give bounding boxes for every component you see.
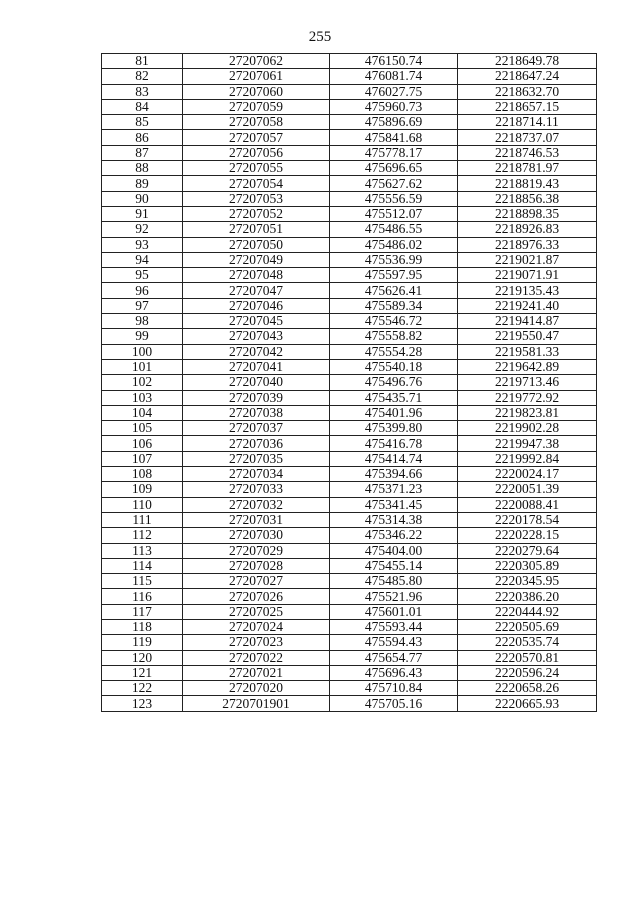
table-row bbox=[102, 436, 597, 451]
table-row bbox=[102, 161, 597, 176]
y-coordinate-cell: 2219021.87 bbox=[458, 252, 597, 267]
row-number-cell: 109 bbox=[102, 482, 183, 497]
y-coordinate-cell: 2219414.87 bbox=[458, 314, 597, 329]
x-coordinate-cell: 475558.82 bbox=[330, 329, 458, 344]
x-coordinate-cell: 475601.01 bbox=[330, 604, 458, 619]
x-coordinate-cell: 476081.74 bbox=[330, 69, 458, 84]
point-id-cell: 27207031 bbox=[183, 512, 330, 527]
x-coordinate-cell: 475696.65 bbox=[330, 161, 458, 176]
x-coordinate-cell: 475705.16 bbox=[330, 696, 458, 711]
table-row bbox=[102, 635, 597, 650]
point-id-cell: 27207049 bbox=[183, 252, 330, 267]
row-number-cell: 108 bbox=[102, 467, 183, 482]
point-id-cell: 27207033 bbox=[183, 482, 330, 497]
point-id-cell: 27207050 bbox=[183, 237, 330, 252]
point-id-cell: 27207061 bbox=[183, 69, 330, 84]
y-coordinate-cell: 2219992.84 bbox=[458, 451, 597, 466]
row-number-cell: 101 bbox=[102, 359, 183, 374]
row-number-cell: 106 bbox=[102, 436, 183, 451]
y-coordinate-cell: 2219902.28 bbox=[458, 421, 597, 436]
row-number-cell: 98 bbox=[102, 314, 183, 329]
table-row bbox=[102, 314, 597, 329]
table-row bbox=[102, 176, 597, 191]
point-id-cell: 27207057 bbox=[183, 130, 330, 145]
point-id-cell: 27207023 bbox=[183, 635, 330, 650]
x-coordinate-cell: 475593.44 bbox=[330, 619, 458, 634]
row-number-cell: 105 bbox=[102, 421, 183, 436]
x-coordinate-cell: 476027.75 bbox=[330, 84, 458, 99]
x-coordinate-cell: 475399.80 bbox=[330, 421, 458, 436]
point-id-cell: 27207035 bbox=[183, 451, 330, 466]
row-number-cell: 88 bbox=[102, 161, 183, 176]
table-row bbox=[102, 298, 597, 313]
row-number-cell: 100 bbox=[102, 344, 183, 359]
table-row bbox=[102, 99, 597, 114]
point-id-cell: 27207060 bbox=[183, 84, 330, 99]
table-row bbox=[102, 574, 597, 589]
row-number-cell: 122 bbox=[102, 681, 183, 696]
y-coordinate-cell: 2220305.89 bbox=[458, 558, 597, 573]
y-coordinate-cell: 2219550.47 bbox=[458, 329, 597, 344]
table-row bbox=[102, 665, 597, 680]
point-id-cell: 27207021 bbox=[183, 665, 330, 680]
point-id-cell: 27207032 bbox=[183, 497, 330, 512]
table-row bbox=[102, 390, 597, 405]
x-coordinate-cell: 475841.68 bbox=[330, 130, 458, 145]
row-number-cell: 114 bbox=[102, 558, 183, 573]
row-number-cell: 117 bbox=[102, 604, 183, 619]
point-id-cell: 2720701901 bbox=[183, 696, 330, 711]
x-coordinate-cell: 475346.22 bbox=[330, 528, 458, 543]
point-id-cell: 27207036 bbox=[183, 436, 330, 451]
row-number-cell: 81 bbox=[102, 54, 183, 69]
point-id-cell: 27207040 bbox=[183, 375, 330, 390]
point-id-cell: 27207020 bbox=[183, 681, 330, 696]
x-coordinate-cell: 475597.95 bbox=[330, 268, 458, 283]
row-number-cell: 90 bbox=[102, 191, 183, 206]
point-id-cell: 27207058 bbox=[183, 115, 330, 130]
y-coordinate-cell: 2220444.92 bbox=[458, 604, 597, 619]
table-row bbox=[102, 130, 597, 145]
y-coordinate-cell: 2219947.38 bbox=[458, 436, 597, 451]
table-row bbox=[102, 696, 597, 711]
point-id-cell: 27207052 bbox=[183, 206, 330, 221]
x-coordinate-cell: 475521.96 bbox=[330, 589, 458, 604]
point-id-cell: 27207043 bbox=[183, 329, 330, 344]
x-coordinate-cell: 475455.14 bbox=[330, 558, 458, 573]
point-id-cell: 27207059 bbox=[183, 99, 330, 114]
y-coordinate-cell: 2218781.97 bbox=[458, 161, 597, 176]
x-coordinate-cell: 475486.55 bbox=[330, 222, 458, 237]
row-number-cell: 92 bbox=[102, 222, 183, 237]
row-number-cell: 83 bbox=[102, 84, 183, 99]
point-id-cell: 27207022 bbox=[183, 650, 330, 665]
page-number: 255 bbox=[308, 29, 332, 45]
x-coordinate-cell: 475496.76 bbox=[330, 375, 458, 390]
coordinates-table bbox=[101, 53, 597, 712]
row-number-cell: 89 bbox=[102, 176, 183, 191]
y-coordinate-cell: 2218649.78 bbox=[458, 54, 597, 69]
y-coordinate-cell: 2220658.26 bbox=[458, 681, 597, 696]
row-number-cell: 123 bbox=[102, 696, 183, 711]
point-id-cell: 27207025 bbox=[183, 604, 330, 619]
table-row bbox=[102, 375, 597, 390]
point-id-cell: 27207026 bbox=[183, 589, 330, 604]
row-number-cell: 91 bbox=[102, 206, 183, 221]
table-row bbox=[102, 604, 597, 619]
table-row bbox=[102, 451, 597, 466]
y-coordinate-cell: 2219135.43 bbox=[458, 283, 597, 298]
x-coordinate-cell: 475401.96 bbox=[330, 405, 458, 420]
table-row bbox=[102, 421, 597, 436]
row-number-cell: 93 bbox=[102, 237, 183, 252]
y-coordinate-cell: 2220596.24 bbox=[458, 665, 597, 680]
y-coordinate-cell: 2220535.74 bbox=[458, 635, 597, 650]
table-row bbox=[102, 650, 597, 665]
y-coordinate-cell: 2219772.92 bbox=[458, 390, 597, 405]
point-id-cell: 27207024 bbox=[183, 619, 330, 634]
x-coordinate-cell: 475554.28 bbox=[330, 344, 458, 359]
coordinates-table-body bbox=[102, 54, 597, 712]
y-coordinate-cell: 2220024.17 bbox=[458, 467, 597, 482]
table-row bbox=[102, 191, 597, 206]
x-coordinate-cell: 476150.74 bbox=[330, 54, 458, 69]
y-coordinate-cell: 2219823.81 bbox=[458, 405, 597, 420]
x-coordinate-cell: 475414.74 bbox=[330, 451, 458, 466]
point-id-cell: 27207042 bbox=[183, 344, 330, 359]
row-number-cell: 121 bbox=[102, 665, 183, 680]
x-coordinate-cell: 475416.78 bbox=[330, 436, 458, 451]
point-id-cell: 27207051 bbox=[183, 222, 330, 237]
table-row bbox=[102, 543, 597, 558]
y-coordinate-cell: 2220505.69 bbox=[458, 619, 597, 634]
table-row bbox=[102, 237, 597, 252]
x-coordinate-cell: 475341.45 bbox=[330, 497, 458, 512]
y-coordinate-cell: 2220279.64 bbox=[458, 543, 597, 558]
y-coordinate-cell: 2218926.83 bbox=[458, 222, 597, 237]
table-row bbox=[102, 222, 597, 237]
table-row bbox=[102, 405, 597, 420]
row-number-cell: 111 bbox=[102, 512, 183, 527]
row-number-cell: 110 bbox=[102, 497, 183, 512]
table-row bbox=[102, 145, 597, 160]
row-number-cell: 118 bbox=[102, 619, 183, 634]
point-id-cell: 27207062 bbox=[183, 54, 330, 69]
point-id-cell: 27207048 bbox=[183, 268, 330, 283]
table-row bbox=[102, 115, 597, 130]
x-coordinate-cell: 475404.00 bbox=[330, 543, 458, 558]
row-number-cell: 95 bbox=[102, 268, 183, 283]
table-row bbox=[102, 619, 597, 634]
y-coordinate-cell: 2220178.54 bbox=[458, 512, 597, 527]
table-row bbox=[102, 329, 597, 344]
table-row bbox=[102, 528, 597, 543]
row-number-cell: 113 bbox=[102, 543, 183, 558]
table-row bbox=[102, 69, 597, 84]
point-id-cell: 27207055 bbox=[183, 161, 330, 176]
row-number-cell: 103 bbox=[102, 390, 183, 405]
table-row bbox=[102, 589, 597, 604]
point-id-cell: 27207045 bbox=[183, 314, 330, 329]
row-number-cell: 119 bbox=[102, 635, 183, 650]
x-coordinate-cell: 475626.41 bbox=[330, 283, 458, 298]
row-number-cell: 116 bbox=[102, 589, 183, 604]
table-row bbox=[102, 467, 597, 482]
x-coordinate-cell: 475536.99 bbox=[330, 252, 458, 267]
x-coordinate-cell: 475546.72 bbox=[330, 314, 458, 329]
y-coordinate-cell: 2218714.11 bbox=[458, 115, 597, 130]
x-coordinate-cell: 475696.43 bbox=[330, 665, 458, 680]
y-coordinate-cell: 2218976.33 bbox=[458, 237, 597, 252]
point-id-cell: 27207047 bbox=[183, 283, 330, 298]
table-row bbox=[102, 512, 597, 527]
x-coordinate-cell: 475960.73 bbox=[330, 99, 458, 114]
point-id-cell: 27207029 bbox=[183, 543, 330, 558]
point-id-cell: 27207030 bbox=[183, 528, 330, 543]
y-coordinate-cell: 2220665.93 bbox=[458, 696, 597, 711]
x-coordinate-cell: 475778.17 bbox=[330, 145, 458, 160]
x-coordinate-cell: 475896.69 bbox=[330, 115, 458, 130]
point-id-cell: 27207056 bbox=[183, 145, 330, 160]
point-id-cell: 27207039 bbox=[183, 390, 330, 405]
y-coordinate-cell: 2218819.43 bbox=[458, 176, 597, 191]
point-id-cell: 27207027 bbox=[183, 574, 330, 589]
point-id-cell: 27207053 bbox=[183, 191, 330, 206]
y-coordinate-cell: 2220228.15 bbox=[458, 528, 597, 543]
y-coordinate-cell: 2218647.24 bbox=[458, 69, 597, 84]
x-coordinate-cell: 475371.23 bbox=[330, 482, 458, 497]
table-row bbox=[102, 681, 597, 696]
y-coordinate-cell: 2220345.95 bbox=[458, 574, 597, 589]
y-coordinate-cell: 2219642.89 bbox=[458, 359, 597, 374]
row-number-cell: 94 bbox=[102, 252, 183, 267]
y-coordinate-cell: 2220051.39 bbox=[458, 482, 597, 497]
row-number-cell: 82 bbox=[102, 69, 183, 84]
point-id-cell: 27207046 bbox=[183, 298, 330, 313]
row-number-cell: 97 bbox=[102, 298, 183, 313]
x-coordinate-cell: 475314.38 bbox=[330, 512, 458, 527]
x-coordinate-cell: 475627.62 bbox=[330, 176, 458, 191]
row-number-cell: 84 bbox=[102, 99, 183, 114]
point-id-cell: 27207038 bbox=[183, 405, 330, 420]
row-number-cell: 104 bbox=[102, 405, 183, 420]
table-row bbox=[102, 359, 597, 374]
x-coordinate-cell: 475654.77 bbox=[330, 650, 458, 665]
x-coordinate-cell: 475710.84 bbox=[330, 681, 458, 696]
y-coordinate-cell: 2219241.40 bbox=[458, 298, 597, 313]
row-number-cell: 102 bbox=[102, 375, 183, 390]
y-coordinate-cell: 2218737.07 bbox=[458, 130, 597, 145]
x-coordinate-cell: 475512.07 bbox=[330, 206, 458, 221]
row-number-cell: 87 bbox=[102, 145, 183, 160]
y-coordinate-cell: 2219713.46 bbox=[458, 375, 597, 390]
table-row bbox=[102, 558, 597, 573]
y-coordinate-cell: 2220570.81 bbox=[458, 650, 597, 665]
point-id-cell: 27207054 bbox=[183, 176, 330, 191]
y-coordinate-cell: 2218657.15 bbox=[458, 99, 597, 114]
table-row bbox=[102, 344, 597, 359]
point-id-cell: 27207028 bbox=[183, 558, 330, 573]
y-coordinate-cell: 2218746.53 bbox=[458, 145, 597, 160]
row-number-cell: 107 bbox=[102, 451, 183, 466]
row-number-cell: 85 bbox=[102, 115, 183, 130]
y-coordinate-cell: 2220088.41 bbox=[458, 497, 597, 512]
row-number-cell: 115 bbox=[102, 574, 183, 589]
y-coordinate-cell: 2220386.20 bbox=[458, 589, 597, 604]
table-row bbox=[102, 206, 597, 221]
x-coordinate-cell: 475594.43 bbox=[330, 635, 458, 650]
table-row bbox=[102, 497, 597, 512]
y-coordinate-cell: 2219581.33 bbox=[458, 344, 597, 359]
row-number-cell: 120 bbox=[102, 650, 183, 665]
table-row bbox=[102, 252, 597, 267]
x-coordinate-cell: 475589.34 bbox=[330, 298, 458, 313]
row-number-cell: 99 bbox=[102, 329, 183, 344]
y-coordinate-cell: 2218898.35 bbox=[458, 206, 597, 221]
point-id-cell: 27207034 bbox=[183, 467, 330, 482]
y-coordinate-cell: 2218632.70 bbox=[458, 84, 597, 99]
table-row bbox=[102, 54, 597, 69]
row-number-cell: 96 bbox=[102, 283, 183, 298]
table-row bbox=[102, 283, 597, 298]
x-coordinate-cell: 475486.02 bbox=[330, 237, 458, 252]
x-coordinate-cell: 475540.18 bbox=[330, 359, 458, 374]
row-number-cell: 86 bbox=[102, 130, 183, 145]
table-row bbox=[102, 482, 597, 497]
x-coordinate-cell: 475394.66 bbox=[330, 467, 458, 482]
y-coordinate-cell: 2218856.38 bbox=[458, 191, 597, 206]
x-coordinate-cell: 475556.59 bbox=[330, 191, 458, 206]
row-number-cell: 112 bbox=[102, 528, 183, 543]
point-id-cell: 27207037 bbox=[183, 421, 330, 436]
table-row bbox=[102, 268, 597, 283]
point-id-cell: 27207041 bbox=[183, 359, 330, 374]
x-coordinate-cell: 475435.71 bbox=[330, 390, 458, 405]
table-row bbox=[102, 84, 597, 99]
y-coordinate-cell: 2219071.91 bbox=[458, 268, 597, 283]
x-coordinate-cell: 475485.80 bbox=[330, 574, 458, 589]
